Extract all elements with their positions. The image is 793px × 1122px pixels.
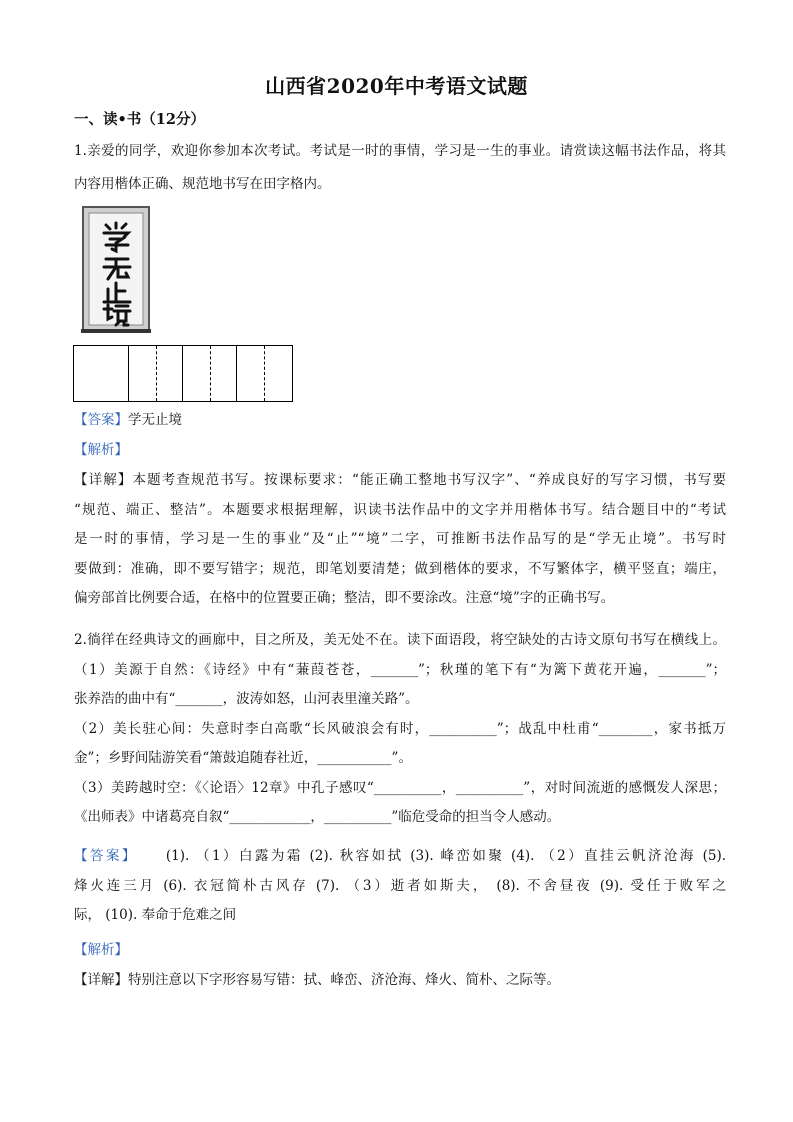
calligraphy-scroll-image: [80, 205, 152, 335]
detail-line: “规范、端正、整洁”。本题要求根据理解，识读书法作品中的文字并用楷体书写。结合题目中的“考试: [74, 501, 726, 518]
question-2-prompt: [74, 626, 726, 833]
detail-line: 要做到：准确，即不要写错字；规范，即笔划要清楚；做到楷体的要求，不写繁体字，横平竖直；端庄，: [74, 560, 726, 577]
page-title: 山西省2020年中考语文试题: [265, 74, 528, 98]
question-2-intro: 2.徜徉在经典诗文的画廊中，目之所及，美无处不在。读下面语段，将空缺处的古诗文原句书写在横线上。: [74, 632, 726, 648]
question-2-detail: [74, 970, 724, 990]
blank-line: 《出师表》中诸葛亮自叙“____________，__________”临危受命的担当令人感动。: [74, 809, 561, 825]
section-heading: 一、读•书（12分）: [74, 111, 205, 128]
answer-line: 【答案】 (1). （1）白露为霜 (2). 秋容如拭 (3). 峰峦如聚 (4). （2）直挂云帆济沧海 (5).: [74, 848, 727, 864]
analysis-tag: 【解析】: [74, 942, 128, 958]
detail-text: 特别注意以下字形容易写错：拭、峰峦、济沧海、烽火、简朴、之际等。: [128, 972, 560, 988]
tianzige-grid: [73, 345, 293, 402]
detail-line: 是一时的事情，学习是一生的事业”及“止”“境”二字，可推断书法作品写的是“学无止境”。书写时: [74, 531, 726, 547]
blank-line: （2）美长驻心间：失意时李白高歌“长风破浪会有时，__________”；战乱中杜甫“________，家书抵万: [74, 720, 726, 737]
answer-line: 际， (10). 奉命于危难之间: [74, 907, 237, 923]
question-1-prompt: [74, 137, 726, 167]
detail-line: 【详解】本题考查规范书写。按课标要求：“能正确工整地书写汉字”、“养成良好的写字习惯，书写要: [74, 472, 726, 488]
answer-text: 学无止境: [128, 412, 182, 428]
blank-line: （1）美源于自然：《诗经》中有“蒹葭苍苍，_______”；秋瑾的笔下有“为篱下黄花开遍，_______”；: [74, 661, 726, 678]
question-1-answer: [74, 410, 724, 430]
detail-tag: 【详解】: [74, 472, 133, 488]
analysis-tag: 【解析】: [74, 442, 128, 458]
question-1-detail: [74, 466, 726, 614]
detail-tag: 【详解】: [74, 972, 128, 988]
question-1-line-2: 内容用楷体正确、规范地书写在田字格内。: [74, 176, 331, 192]
grid-cell: [128, 346, 182, 401]
question-1-line-1: 1.亲爱的同学，欢迎你参加本次考试。考试是一时的事情，学习是一生的事业。请赏读这幅书法作品，将其: [74, 143, 726, 159]
answer-tag: 【答案】: [74, 848, 138, 864]
grid-cell: [236, 346, 290, 401]
grid-cell: [182, 346, 236, 401]
answer-line: 烽火连三月 (6). 衣冠简朴古风存 (7). （3）逝者如斯夫， (8). 不舍昼夜 (9). 受任于败军之: [74, 877, 726, 894]
question-2-answer: [74, 842, 726, 931]
answer-tag: 【答案】: [74, 412, 128, 428]
blank-line: 张养浩的曲中有“_______，波涛如怒，山河表里潼关路”。: [74, 691, 419, 707]
grid-cell: [74, 346, 128, 401]
detail-line: 偏旁部首比例要合适，在格中的位置要正确；整洁，即不要涂改。注意“境”字的正确书写。: [74, 590, 615, 606]
blank-line: 金”；乡野间陆游笑看“箫鼓追随春社近，___________”。: [74, 750, 412, 766]
blank-line: （3）美跨越时空：《〈论语〉12章》中孔子感叹“__________，__________”，对时间流逝的感慨发人深思；: [74, 779, 726, 796]
